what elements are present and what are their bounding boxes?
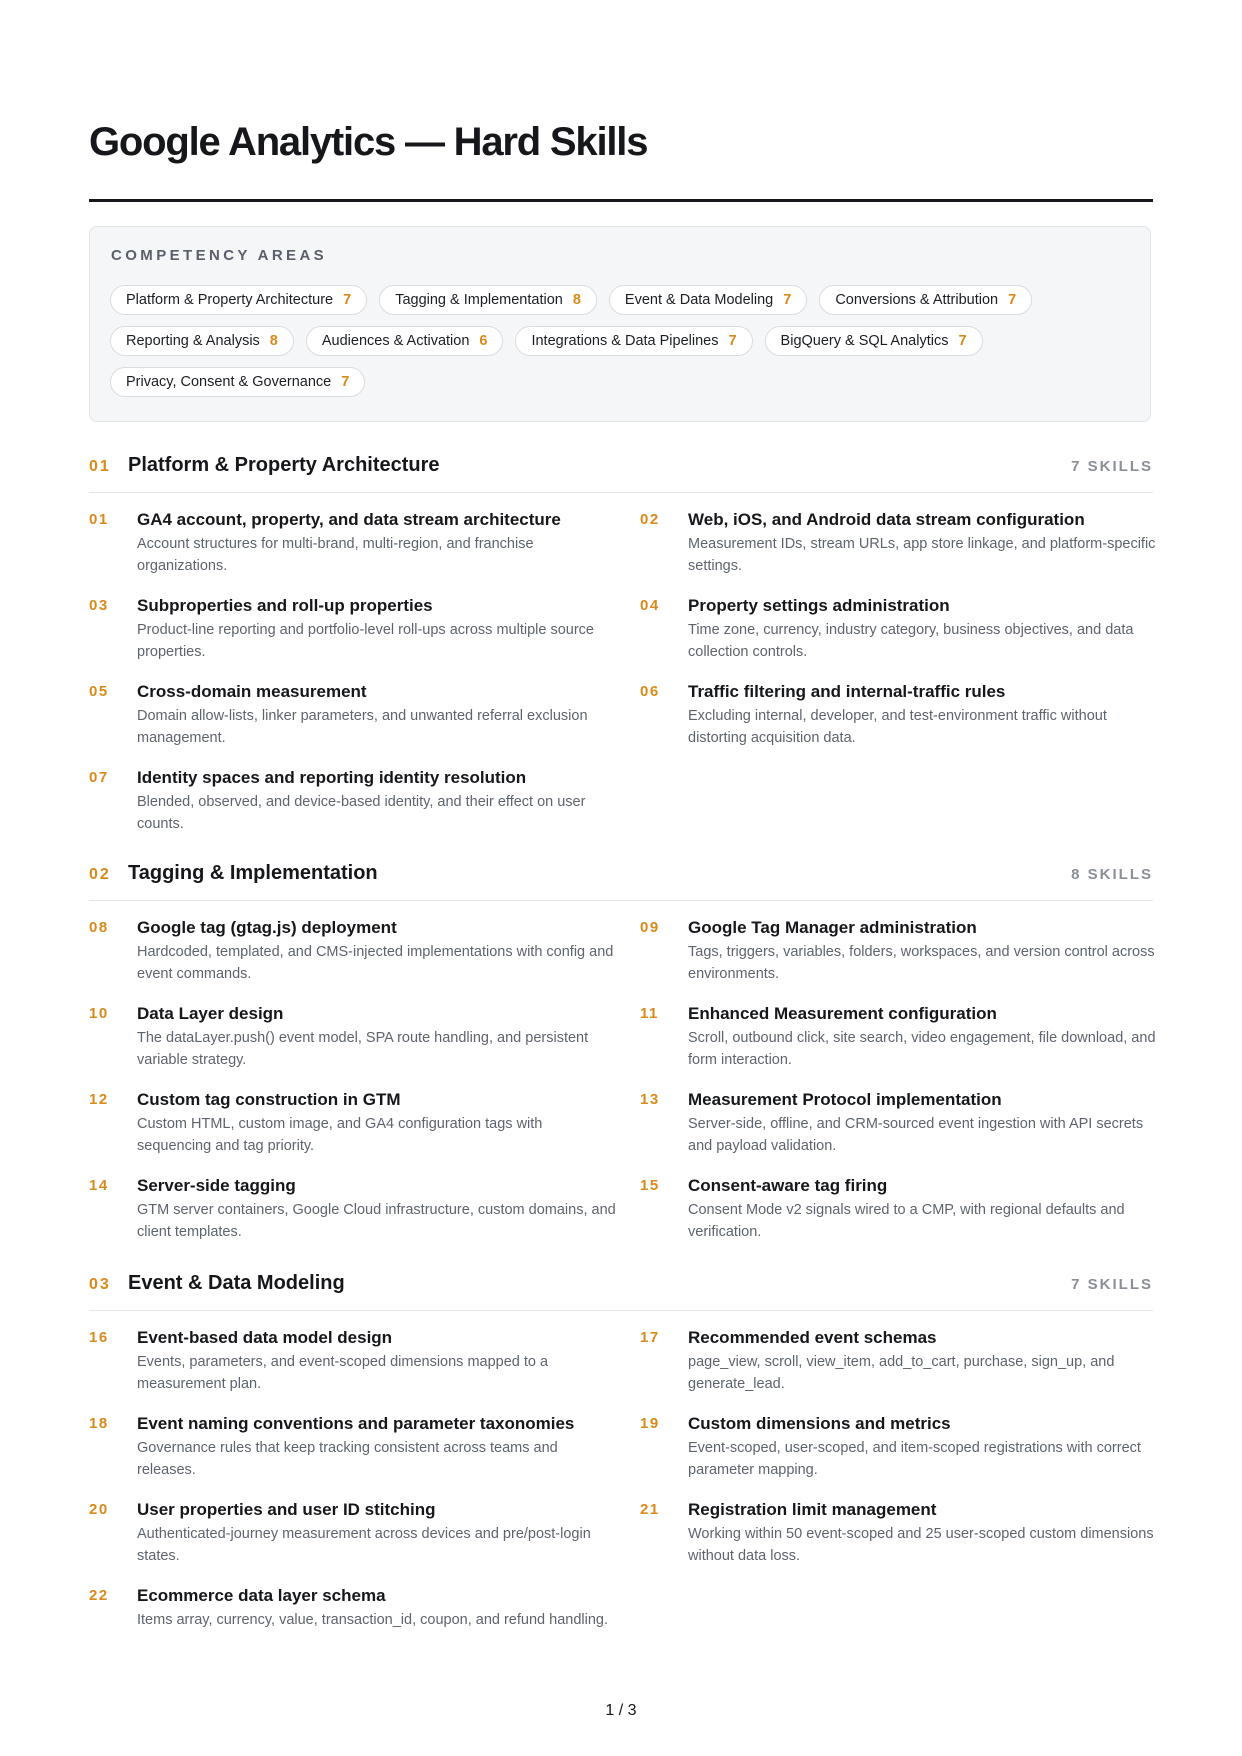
- chip-label: Audiences & Activation: [321, 333, 470, 349]
- skill-description: Domain allow-lists, linker parameters, and unwanted referral exclusion management.: [137, 708, 588, 746]
- skill-title: Property settings administration: [688, 596, 950, 615]
- skill-item: [89, 509, 640, 577]
- page-title: Google Analytics — Hard Skills: [89, 120, 648, 164]
- skill-item: [89, 1327, 640, 1395]
- competency-chip[interactable]: [609, 285, 807, 315]
- skill-title: Custom tag construction in GTM: [137, 1090, 401, 1109]
- skill-item: [640, 1175, 1153, 1243]
- skill-number: 21: [640, 1501, 660, 1518]
- chip-label: Reporting & Analysis: [126, 333, 260, 349]
- chip-row: [110, 326, 1130, 356]
- skill-description: Blended, observed, and device-based identity, and their effect on user counts.: [137, 794, 586, 832]
- skill-title: GA4 account, property, and data stream architecture: [137, 510, 561, 529]
- chip-count: 6: [479, 333, 488, 349]
- section-number: 02: [89, 866, 111, 883]
- skill-item: [640, 1327, 1153, 1395]
- skill-number: 03: [89, 597, 109, 614]
- skills-grid: [89, 1327, 1153, 1645]
- skill-number: 20: [89, 1501, 109, 1518]
- skill-title: Recommended event schemas: [688, 1328, 937, 1347]
- skill-number: 16: [89, 1329, 109, 1346]
- skill-number: 14: [89, 1177, 109, 1194]
- section-skill-count: 7 SKILLS: [1071, 1276, 1153, 1293]
- skill-title: Custom dimensions and metrics: [688, 1414, 951, 1433]
- skill-item: [89, 1585, 640, 1645]
- skill-number: 07: [89, 769, 109, 786]
- skill-title: Google Tag Manager administration: [688, 918, 977, 937]
- skill-number: 04: [640, 597, 660, 614]
- skill-item: [89, 595, 640, 663]
- competency-chip[interactable]: [765, 326, 983, 356]
- skill-item: [640, 1413, 1153, 1481]
- skill-number: 01: [89, 511, 109, 528]
- competency-chip[interactable]: [110, 326, 294, 356]
- section-title: Event & Data Modeling: [128, 1272, 345, 1294]
- skill-item: [640, 1089, 1153, 1157]
- skill-item: [89, 1003, 640, 1071]
- skill-description: Server-side, offline, and CRM-sourced event ingestion with API secrets and payload validation.: [688, 1116, 1144, 1154]
- skill-item: [89, 1499, 640, 1567]
- section-event-data-modeling: [89, 1266, 1153, 1645]
- skill-description: The dataLayer.push() event model, SPA route handling, and persistent variable strategy.: [137, 1030, 589, 1068]
- skill-number: 10: [89, 1005, 109, 1022]
- chip-label: Integrations & Data Pipelines: [531, 333, 719, 349]
- chip-label: Privacy, Consent & Governance: [126, 374, 332, 390]
- chip-label: Tagging & Implementation: [395, 292, 563, 308]
- skill-number: 22: [89, 1587, 109, 1604]
- skill-description: Events, parameters, and event-scoped dimensions mapped to a measurement plan.: [137, 1354, 549, 1392]
- skill-title: User properties and user ID stitching: [137, 1500, 436, 1519]
- skill-description: Consent Mode v2 signals wired to a CMP, with regional defaults and verification.: [688, 1202, 1125, 1240]
- skill-description: Tags, triggers, variables, folders, workspaces, and version control across environments.: [688, 944, 1155, 982]
- skill-title: Traffic filtering and internal-traffic rules: [688, 682, 1006, 701]
- skill-item: [89, 681, 640, 749]
- skill-title: Ecommerce data layer schema: [137, 1586, 386, 1605]
- skill-title: Identity spaces and reporting identity resolution: [137, 768, 527, 787]
- title-divider: [89, 199, 1153, 202]
- chip-count: 7: [783, 292, 792, 308]
- competency-chip[interactable]: [515, 326, 752, 356]
- skills-grid: [89, 917, 1156, 1243]
- skill-title: Web, iOS, and Android data stream configuration: [688, 510, 1085, 529]
- skill-title: Consent-aware tag firing: [688, 1176, 888, 1195]
- section-number: 03: [89, 1276, 111, 1293]
- section-header: [89, 1266, 1153, 1311]
- chip-count: 7: [1008, 292, 1017, 308]
- chip-row: [110, 285, 1130, 315]
- skill-number: 13: [640, 1091, 660, 1108]
- competency-chip[interactable]: [306, 326, 504, 356]
- skill-description: Account structures for multi-brand, multi-region, and franchise organizations.: [137, 536, 534, 574]
- competency-chip[interactable]: [379, 285, 597, 315]
- skill-number: 17: [640, 1329, 660, 1346]
- skill-item: [89, 767, 640, 835]
- chip-count: 8: [572, 292, 581, 308]
- competency-areas-panel: [89, 226, 1151, 422]
- skill-description: page_view, scroll, view_item, add_to_cart, purchase, sign_up, and generate_lead.: [688, 1354, 1115, 1392]
- skill-item: [89, 917, 640, 985]
- chip-label: Platform & Property Architecture: [126, 292, 334, 308]
- skill-number: 11: [640, 1005, 659, 1022]
- section-skill-count: 7 SKILLS: [1071, 458, 1153, 475]
- section-header: [89, 448, 1153, 493]
- skill-title: Event naming conventions and parameter taxonomies: [137, 1414, 575, 1433]
- skill-description: Excluding internal, developer, and test-environment traffic without distorting acquisition data.: [688, 708, 1107, 746]
- skill-description: Hardcoded, templated, and CMS-injected implementations with config and event commands.: [137, 944, 614, 982]
- skill-item: [89, 1089, 640, 1157]
- skill-number: 08: [89, 919, 109, 936]
- skill-title: Server-side tagging: [137, 1176, 296, 1195]
- skill-title: Subproperties and roll-up properties: [137, 596, 433, 615]
- skill-title: Google tag (gtag.js) deployment: [137, 918, 397, 937]
- skill-description: Governance rules that keep tracking consistent across teams and releases.: [137, 1440, 558, 1478]
- skill-description: Event-scoped, user-scoped, and item-scoped registrations with correct parameter mapping.: [688, 1440, 1141, 1478]
- chip-count: 7: [341, 374, 350, 390]
- skill-number: 02: [640, 511, 660, 528]
- skill-title: Data Layer design: [137, 1004, 284, 1023]
- chip-row: [110, 367, 1130, 397]
- skill-item: [640, 917, 1153, 985]
- skill-description: GTM server containers, Google Cloud infrastructure, custom domains, and client templates.: [137, 1202, 616, 1240]
- section-header: [89, 856, 1153, 901]
- skill-description: Scroll, outbound click, site search, video engagement, file download, and form interaction.: [688, 1030, 1156, 1068]
- section-title: Tagging & Implementation: [128, 862, 378, 884]
- skill-description: Working within 50 event-scoped and 25 user-scoped custom dimensions without data loss.: [688, 1526, 1154, 1564]
- skill-number: 19: [640, 1415, 660, 1432]
- skill-description: Items array, currency, value, transaction_id, coupon, and refund handling.: [137, 1612, 608, 1628]
- skill-description: Custom HTML, custom image, and GA4 configuration tags with sequencing and tag priority.: [137, 1116, 543, 1154]
- section-title: Platform & Property Architecture: [128, 454, 440, 476]
- skill-title: Enhanced Measurement configuration: [688, 1004, 997, 1023]
- competency-chip[interactable]: [110, 285, 367, 315]
- skill-description: Measurement IDs, stream URLs, app store linkage, and platform-specific settings.: [688, 536, 1156, 574]
- section-number: 01: [89, 458, 111, 475]
- skill-description: Time zone, currency, industry category, business objectives, and data collection controls.: [688, 622, 1134, 660]
- skill-item: [640, 509, 1156, 577]
- page-number: 1 / 3: [605, 1702, 637, 1719]
- chip-label: BigQuery & SQL Analytics: [780, 333, 949, 349]
- skill-item: [640, 595, 1153, 663]
- skill-number: 09: [640, 919, 660, 936]
- skill-number: 05: [89, 683, 109, 700]
- skill-number: 12: [89, 1091, 109, 1108]
- skill-item: [89, 1413, 640, 1481]
- chip-count: 7: [958, 333, 967, 349]
- skill-number: 06: [640, 683, 660, 700]
- skill-item: [640, 1003, 1156, 1071]
- chip-count: 7: [343, 292, 352, 308]
- competency-chip[interactable]: [110, 367, 365, 397]
- skill-item: [640, 1499, 1153, 1567]
- skill-description: Authenticated-journey measurement across devices and pre/post-login states.: [137, 1526, 591, 1564]
- skill-title: Cross-domain measurement: [137, 682, 367, 701]
- skill-number: 15: [640, 1177, 660, 1194]
- competency-chips: [110, 285, 1130, 408]
- section-tagging-implementation: [89, 856, 1156, 1243]
- competency-chip[interactable]: [819, 285, 1032, 315]
- chip-label: Conversions & Attribution: [835, 292, 999, 308]
- chip-count: 7: [728, 333, 737, 349]
- skill-title: Registration limit management: [688, 1500, 937, 1519]
- skills-grid: [89, 509, 1156, 835]
- section-platform-property-architecture: [89, 448, 1156, 835]
- section-skill-count: 8 SKILLS: [1071, 866, 1153, 883]
- chip-label: Event & Data Modeling: [624, 292, 774, 308]
- skill-item: [89, 1175, 640, 1243]
- competency-heading: COMPETENCY AREAS: [111, 247, 328, 264]
- skill-title: Event-based data model design: [137, 1328, 393, 1347]
- skill-title: Measurement Protocol implementation: [688, 1090, 1002, 1109]
- skill-item: [640, 681, 1153, 749]
- chip-count: 8: [269, 333, 278, 349]
- skill-description: Product-line reporting and portfolio-level roll-ups across multiple source properties.: [137, 622, 594, 660]
- skill-number: 18: [89, 1415, 109, 1432]
